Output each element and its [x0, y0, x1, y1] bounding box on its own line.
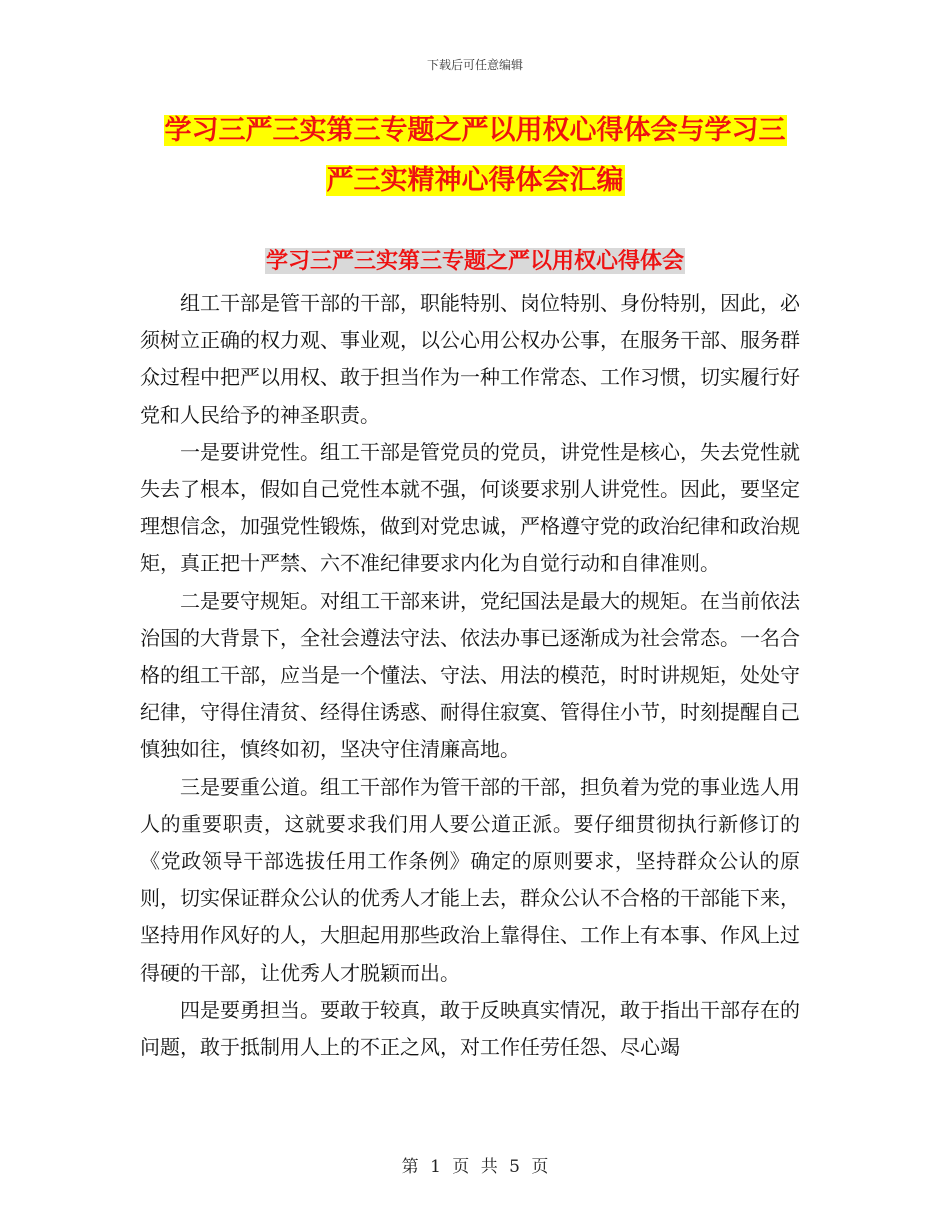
document-title	[140, 106, 810, 206]
paragraph-point-2: 二是要守规矩。对组工干部来讲，党纪国法是最大的规矩。在当前依法治国的大背景下，全社会遵法守法、依法办事已逐渐成为社会常态。一名合格的组工干部，应当是一个懂法、守法、用法的模范，时时讲规矩，处处守纪律，守得住清贫、经得住诱惑、耐得住寂寞、管得住小节，时刻提醒自己慎独如往，慎终如初，坚决守住清廉高地。	[140, 588, 800, 762]
paragraph-point-4: 四是要勇担当。要敢于较真，敢于反映真实情况，敢于指出干部存在的问题，敢于抵制用人上的不正之风，对工作任劳任怨、尽心竭	[140, 997, 800, 1060]
body-text	[140, 285, 800, 1066]
document-title-line-2: 严三实精神心得体会汇编	[326, 165, 624, 196]
header-note: 下载后可任意编辑	[426, 58, 523, 72]
paragraph-point-3: 三是要重公道。组工干部作为管干部的干部，担负着为党的事业选人用人的重要职责，这就要求我们用人要公道正派。要仔细贯彻执行新修订的《党政领导干部选拔任用工作条例》确定的原则要求，坚持群众公认的原则，切实保证群众公认的优秀人才能上去，群众公认不合格的干部能下来，坚持用作风好的人，大胆起用那些政治上靠得住、工作上有本事、作风上过得硬的干部，让优秀人才脱颖而出。	[140, 774, 800, 985]
section-heading-text: 学习三严三实第三专题之严以用权心得体会	[265, 248, 684, 274]
paragraph-point-1: 一是要讲党性。组工干部是管党员的党员，讲党性是核心，失去党性就失去了根本，假如自己党性本就不强，何谈要求别人讲党性。因此，要坚定理想信念，加强党性锻炼，做到对党忠诚，严格遵守党的政治纪律和政治规矩，真正把十严禁、六不准纪律要求内化为自觉行动和自律准则。	[140, 439, 800, 576]
section-heading	[140, 244, 810, 278]
document-title-line-1: 学习三严三实第三专题之严以用权心得体会与学习三	[164, 115, 786, 146]
paragraph-intro: 组工干部是管干部的干部，职能特别、岗位特别、身份特别，因此，必须树立正确的权力观、事业观，以公心用公权办公事，在服务干部、服务群众过程中把严以用权、敢于担当作为一种工作常态、工作习惯，切实履行好党和人民给予的神圣职责。	[140, 291, 800, 427]
page-footer: 第 1 页 共 5 页	[401, 1157, 549, 1177]
